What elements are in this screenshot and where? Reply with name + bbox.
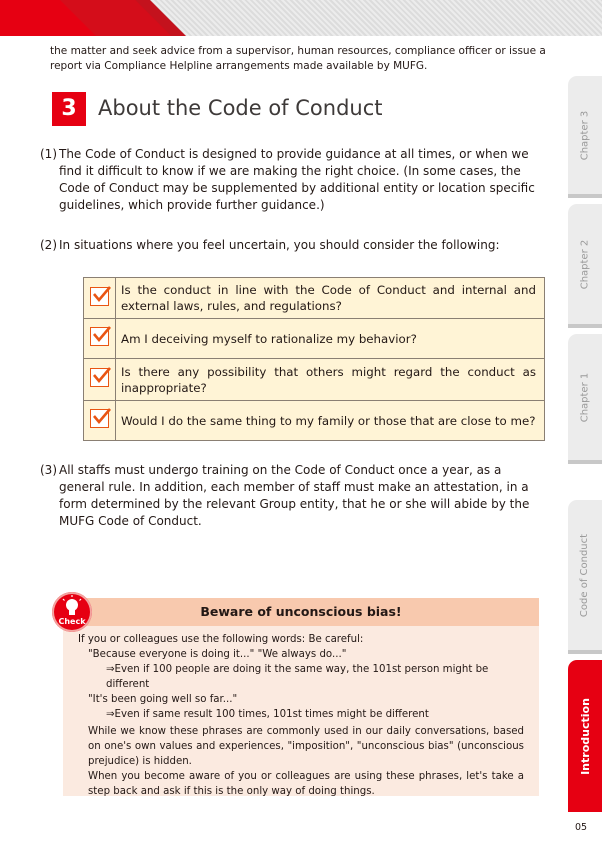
checkbox-checked-icon bbox=[90, 287, 109, 306]
section-title: About the Code of Conduct bbox=[98, 96, 383, 120]
lightbulb-icon bbox=[52, 592, 92, 632]
paragraph-text: All staffs must undergo training on the Code of Conduct once a year, as a general rule. In addition, each member of staff must make an attestation, in a form determined by the relevant Group entity, that he or she will abide by the MUFG Code of Conduct. bbox=[59, 463, 530, 528]
tab-chapter-1[interactable] bbox=[568, 334, 602, 460]
paragraph-3 bbox=[40, 462, 550, 530]
checkbox-checked-icon bbox=[90, 327, 109, 346]
bias-line: "Because everyone is doing it..." "We always do..." bbox=[88, 649, 347, 660]
bias-line: If you or colleagues use the following words: Be careful: bbox=[78, 634, 364, 645]
intro-text: the matter and seek advice from a supervisor, human resources, compliance officer or issue a report via Compliance Helpline arrangements made available by MUFG. bbox=[50, 45, 546, 72]
tab-divider bbox=[568, 324, 602, 328]
section-number: 3 bbox=[52, 92, 86, 126]
paragraph-number: (1) bbox=[40, 147, 57, 161]
checklist-row bbox=[84, 278, 545, 319]
page-number: 05 bbox=[574, 822, 588, 833]
tab-divider bbox=[568, 194, 602, 198]
tab-chapter-3[interactable] bbox=[568, 76, 602, 194]
checkbox-checked-icon bbox=[90, 409, 109, 428]
bias-callout-title: Beware of unconscious bias! bbox=[63, 598, 539, 626]
check-badge-label: Check bbox=[58, 617, 86, 626]
tab-label: Introduction bbox=[578, 697, 592, 775]
checklist-item: Is the conduct in line with the Code of Conduct and internal and external laws, rules, and regulations? bbox=[116, 278, 545, 319]
checklist-row bbox=[84, 359, 545, 401]
bias-callout-body bbox=[78, 632, 524, 799]
paragraph-1 bbox=[40, 146, 550, 214]
checkbox-checked-icon bbox=[90, 368, 109, 387]
bias-line: "It's been going well so far..." bbox=[88, 694, 238, 705]
checklist-item: Am I deceiving myself to rationalize my behavior? bbox=[116, 319, 545, 359]
tab-divider bbox=[568, 460, 602, 464]
tab-label: Chapter 1 bbox=[579, 372, 591, 422]
header-red-banner bbox=[0, 0, 190, 36]
checklist-row bbox=[84, 319, 545, 359]
paragraph-2 bbox=[40, 237, 550, 254]
checklist-row bbox=[84, 401, 545, 441]
bias-line: ⇒Even if 100 people are doing it the same way, the 101st person might be different bbox=[106, 664, 489, 690]
tab-divider bbox=[568, 650, 602, 654]
bias-callout bbox=[63, 598, 539, 796]
bias-line: While we know these phrases are commonly used in our daily conversations, based on one's own values and experiences, "imposition", "unconscious bias" (unconscious prejudice) is hidden. bbox=[88, 726, 524, 767]
bias-line: ⇒Even if same result 100 times, 101st times might be different bbox=[106, 709, 429, 720]
paragraph-number: (3) bbox=[40, 463, 57, 477]
checklist-table bbox=[83, 277, 545, 441]
paragraph-number: (2) bbox=[40, 238, 57, 252]
tab-introduction[interactable] bbox=[568, 660, 602, 812]
checklist-item: Would I do the same thing to my family or those that are close to me? bbox=[116, 401, 545, 441]
check-badge bbox=[52, 592, 92, 632]
paragraph-text: The Code of Conduct is designed to provide guidance at all times, or when we find it difficult to know if we are making the right choice. (In some cases, the Code of Conduct may be supplemented by additional entity or location specific guidelines, which provide further guidance.) bbox=[59, 147, 535, 212]
tab-label: Chapter 3 bbox=[579, 110, 591, 160]
tab-code-of-conduct[interactable] bbox=[568, 500, 602, 650]
tab-chapter-2[interactable] bbox=[568, 204, 602, 324]
checklist-item: Is there any possibility that others might regard the conduct as inappropriate? bbox=[116, 359, 545, 401]
paragraph-text: In situations where you feel uncertain, you should consider the following: bbox=[59, 238, 500, 252]
bias-line: When you become aware of you or colleagues are using these phrases, let's take a step back and ask if this is the only way of doing things. bbox=[88, 771, 524, 797]
tab-label: Code of Conduct bbox=[579, 533, 591, 617]
tab-label: Chapter 2 bbox=[579, 239, 591, 289]
